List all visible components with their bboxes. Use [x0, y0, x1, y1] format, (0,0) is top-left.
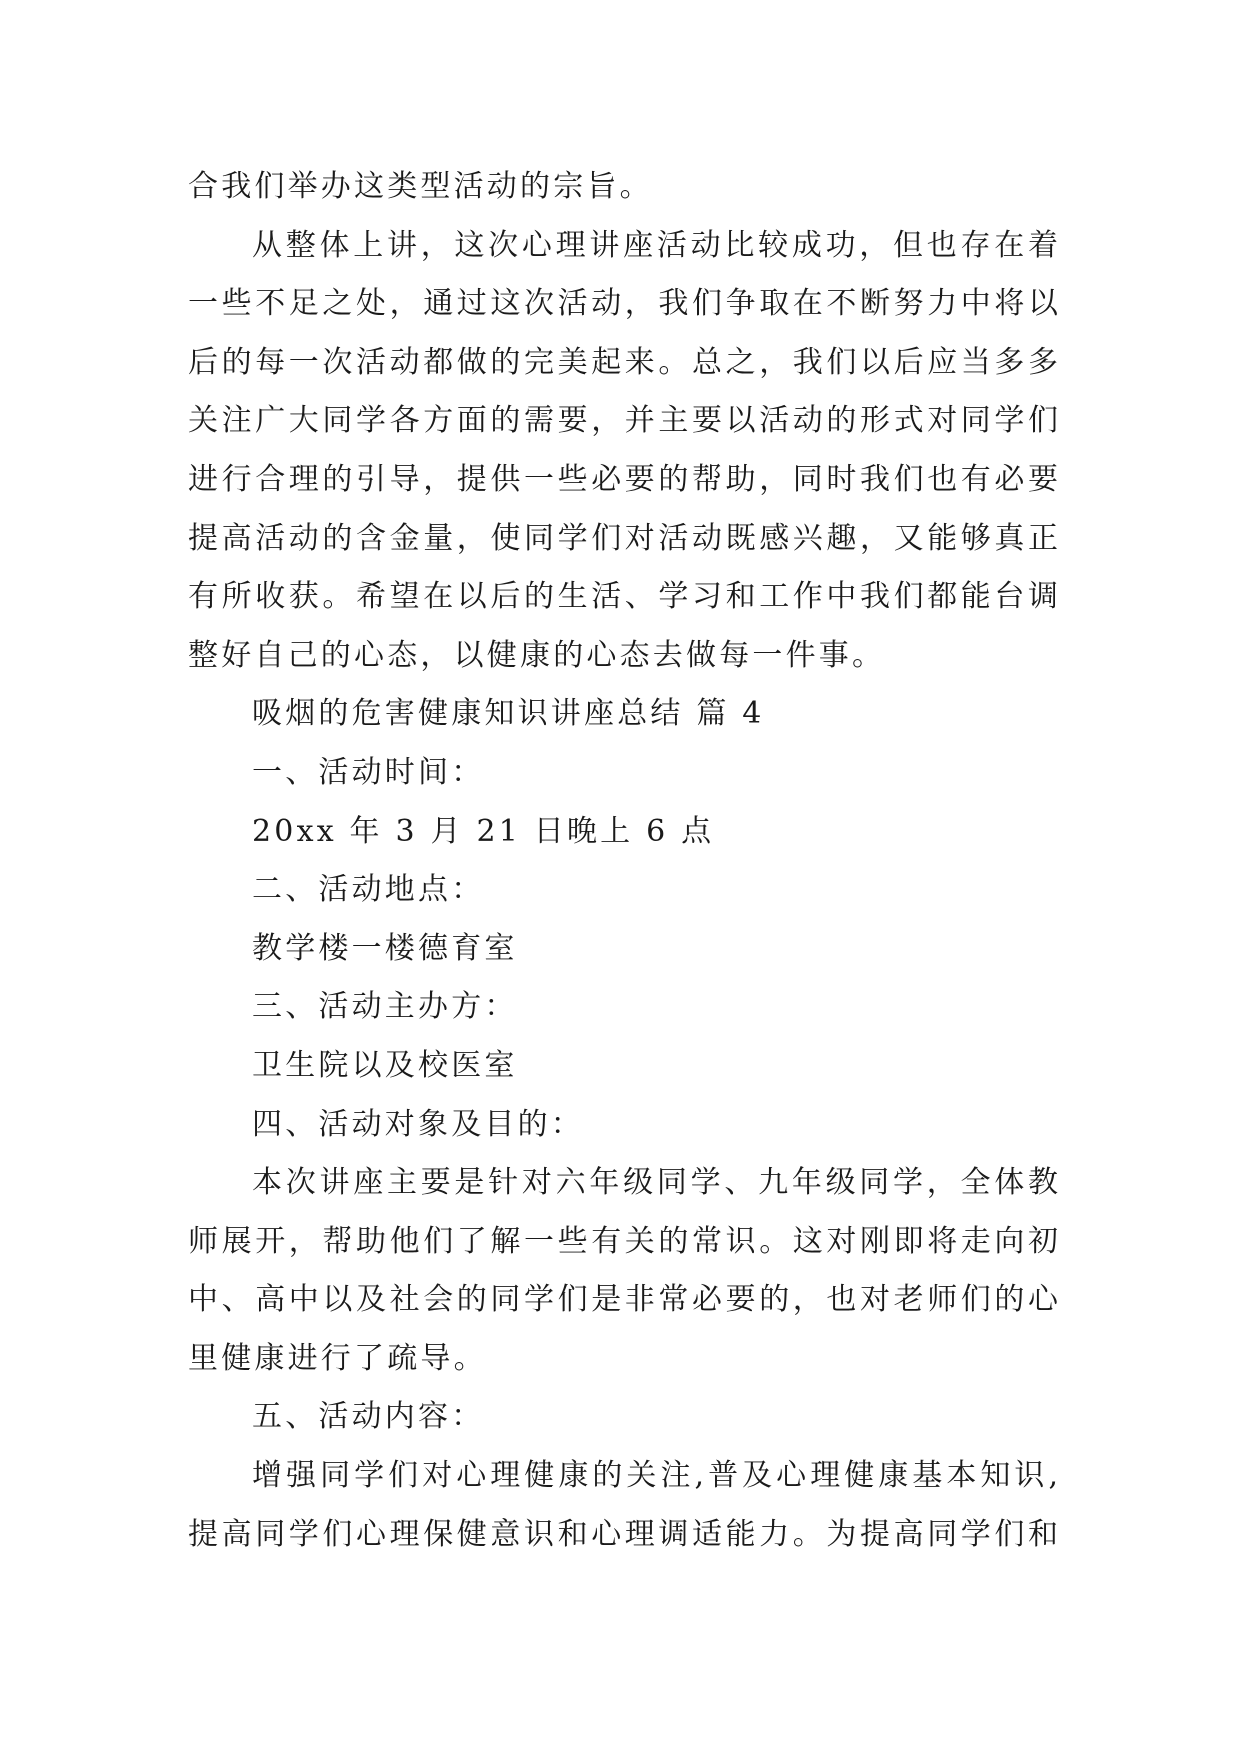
text-line: 关注广大同学各方面的需要，并主要以活动的形式对同学们	[188, 403, 1058, 439]
subheading-content: 五、活动内容：	[252, 1399, 485, 1435]
section-heading: 吸烟的危害健康知识讲座总结 篇 4	[252, 696, 765, 732]
text-line: 卫生院以及校医室	[252, 1047, 518, 1083]
text-line: 提高活动的含金量，使同学们对活动既感兴趣，又能够真正	[188, 520, 1058, 556]
subheading-audience: 四、活动对象及目的：	[252, 1106, 584, 1142]
text-line: 合我们举办这类型活动的宗旨。	[188, 169, 653, 204]
text-line: 从整体上讲，这次心理讲座活动比较成功，但也存在着	[252, 227, 1058, 263]
text-line: 进行合理的引导，提供一些必要的帮助，同时我们也有必要	[188, 461, 1058, 497]
text-line: 整好自己的心态，以健康的心态去做每一件事。	[188, 637, 886, 673]
text-line: 有所收获。希望在以后的生活、学习和工作中我们都能台调	[188, 579, 1058, 615]
text-line: 一些不足之处，通过这次活动，我们争取在不断努力中将以	[188, 286, 1058, 322]
text-line: 增强同学们对心理健康的关注,普及心理健康基本知识,	[252, 1458, 1058, 1494]
text-line: 后的每一次活动都做的完美起来。总之，我们以后应当多多	[188, 344, 1058, 380]
text-line: 教学楼一楼德育室	[252, 930, 518, 966]
text-line: 提高同学们心理保健意识和心理调适能力。为提高同学们和	[188, 1516, 1058, 1552]
text-line: 师展开，帮助他们了解一些有关的常识。这对刚即将走向初	[188, 1223, 1058, 1259]
subheading-location: 二、活动地点：	[252, 872, 485, 908]
text-line: 里健康进行了疏导。	[188, 1340, 487, 1376]
subheading-time: 一、活动时间：	[252, 754, 485, 790]
text-line: 本次讲座主要是针对六年级同学、九年级同学，全体教	[252, 1165, 1058, 1201]
text-line: 20xx 年 3 月 21 日晚上 6 点	[252, 813, 715, 849]
text-line: 中、高中以及社会的同学们是非常必要的，也对老师们的心	[188, 1282, 1058, 1318]
subheading-organizer: 三、活动主办方：	[252, 989, 518, 1025]
document-body	[188, 158, 1058, 1564]
